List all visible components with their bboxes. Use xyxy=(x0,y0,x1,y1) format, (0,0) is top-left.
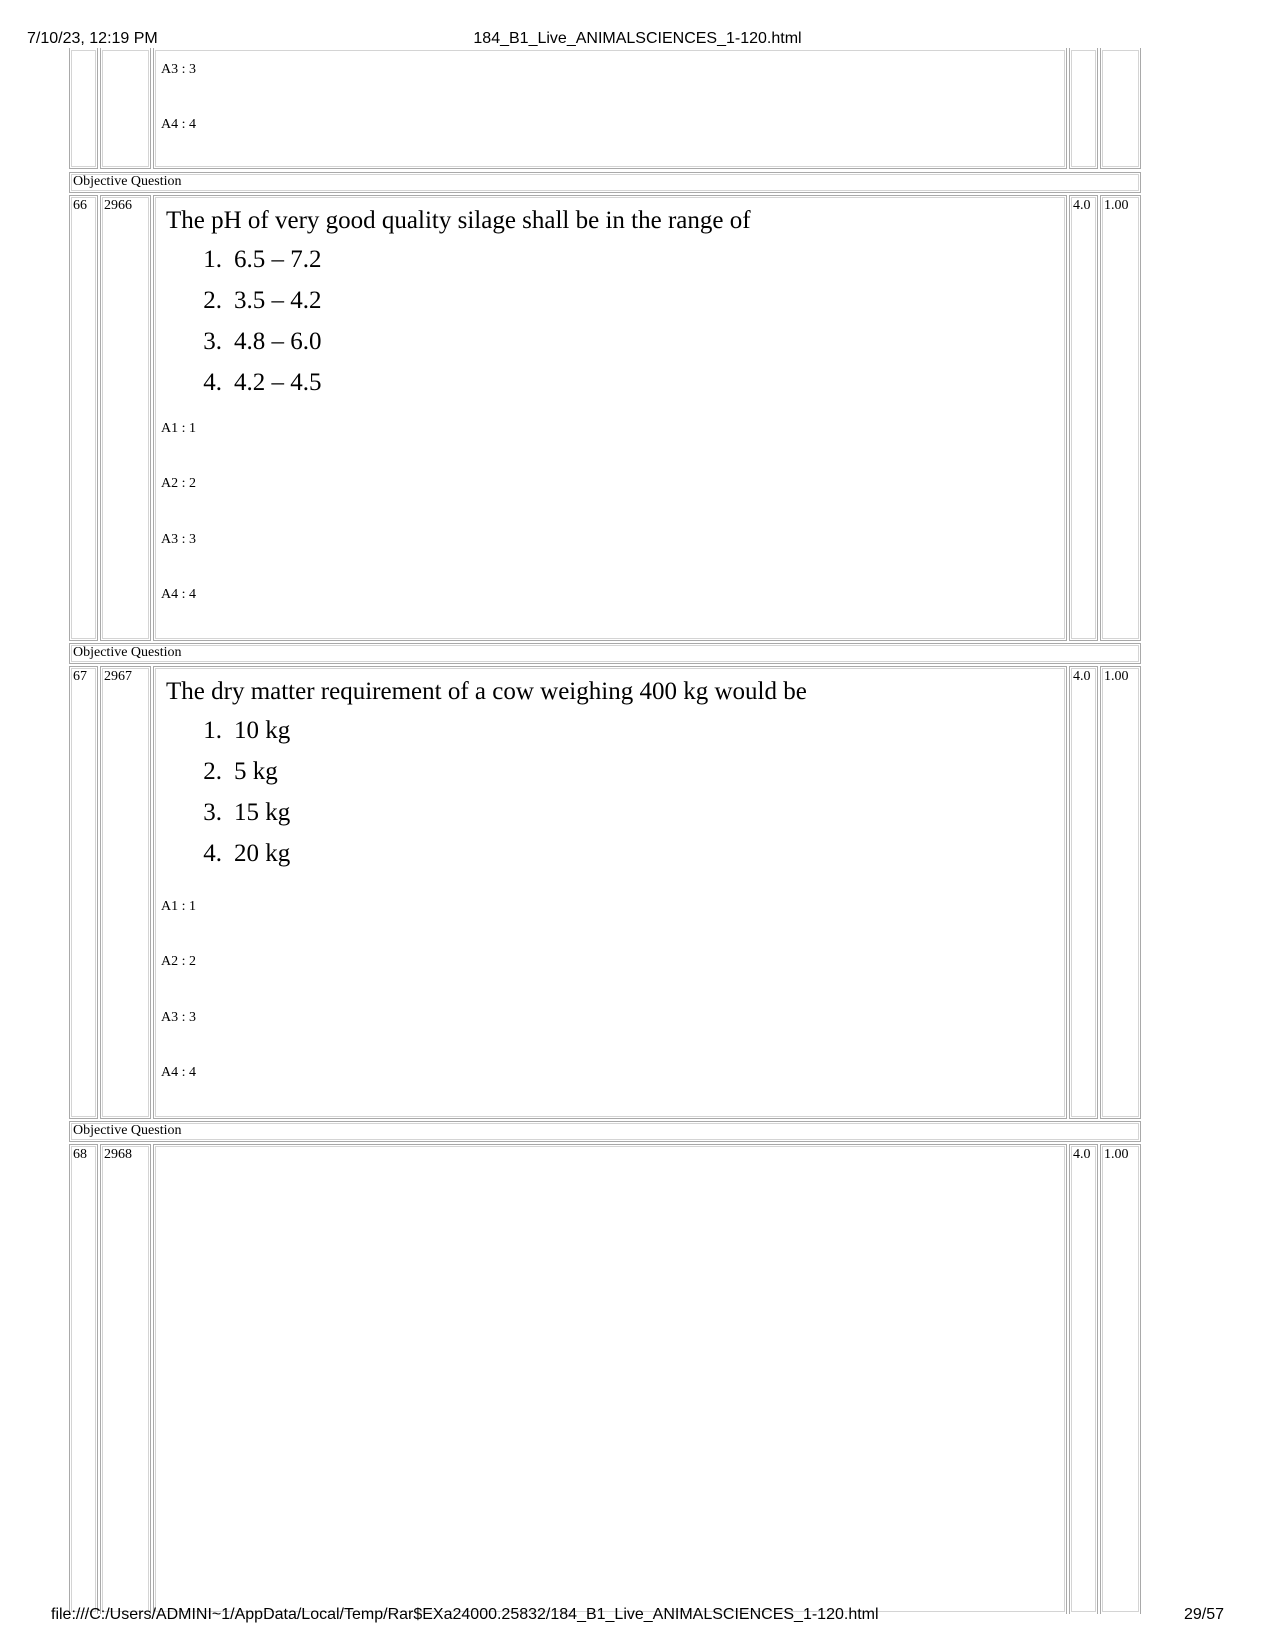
option-number: 4. xyxy=(203,840,222,867)
answer-option: A4 : 4 xyxy=(161,117,196,132)
question-negative-marks: 1.00 xyxy=(1104,669,1129,684)
option-item xyxy=(184,798,290,839)
prev-sno-cell xyxy=(69,48,98,169)
option-number: 2. xyxy=(203,287,222,314)
sno-cell xyxy=(69,666,98,1119)
option-item xyxy=(184,368,322,409)
question-options-list xyxy=(184,716,290,880)
question-marks: 4.0 xyxy=(1073,669,1091,684)
answer-option: A2 : 2 xyxy=(161,476,196,491)
answer-option: A2 : 2 xyxy=(161,954,196,969)
answer-option: A4 : 4 xyxy=(161,1065,196,1080)
section-label-row xyxy=(69,1121,1141,1142)
option-text: 15 kg xyxy=(234,799,291,826)
question-body-cell xyxy=(153,666,1067,1119)
option-text: 5 kg xyxy=(234,758,278,785)
section-label: Objective Question xyxy=(73,645,182,660)
option-item xyxy=(184,286,322,327)
prev-qid-cell xyxy=(100,48,151,169)
print-header xyxy=(0,30,1275,50)
marks-cell xyxy=(1069,1144,1098,1614)
negative-marks-cell xyxy=(1100,195,1141,641)
option-text: 4.2 – 4.5 xyxy=(234,369,322,396)
section-label: Objective Question xyxy=(73,1123,182,1138)
answer-option: A3 : 3 xyxy=(161,532,196,547)
question-body-cell xyxy=(153,1144,1067,1614)
marks-cell xyxy=(1069,666,1098,1119)
option-item xyxy=(184,716,290,757)
marks-cell xyxy=(1069,195,1098,641)
prev-marks-cell xyxy=(1069,48,1098,169)
question-id: 2967 xyxy=(104,669,132,684)
qid-cell xyxy=(100,666,151,1119)
option-number: 2. xyxy=(203,758,222,785)
section-label: Objective Question xyxy=(73,174,182,189)
print-datetime: 7/10/23, 12:19 PM xyxy=(27,30,158,47)
option-text: 4.8 – 6.0 xyxy=(234,328,322,355)
question-negative-marks: 1.00 xyxy=(1104,1147,1129,1162)
prev-neg-cell xyxy=(1100,48,1141,169)
print-footer xyxy=(0,1606,1275,1626)
question-text: The pH of very good quality silage shall be in the range of xyxy=(166,207,751,234)
qid-cell xyxy=(100,195,151,641)
option-number: 3. xyxy=(203,328,222,355)
question-text: The dry matter requirement of a cow weighing 400 kg would be xyxy=(166,678,807,705)
option-text: 20 kg xyxy=(234,840,291,867)
print-page-number: 29/57 xyxy=(1183,1606,1224,1623)
option-item xyxy=(184,757,290,798)
question-body-cell xyxy=(153,195,1067,641)
answer-option: A3 : 3 xyxy=(161,62,196,77)
option-number: 3. xyxy=(203,799,222,826)
question-id: 2968 xyxy=(104,1147,132,1162)
option-text: 10 kg xyxy=(234,717,291,744)
print-file-path: file:///C:/Users/ADMINI~1/AppData/Local/Temp/Rar$EXa24000.25832/184_B1_Live_ANIMALSCIENCES_1-120.html xyxy=(51,1606,879,1623)
option-text: 6.5 – 7.2 xyxy=(234,246,322,273)
section-label-row xyxy=(69,172,1141,193)
question-marks: 4.0 xyxy=(1073,198,1091,213)
option-text: 3.5 – 4.2 xyxy=(234,287,322,314)
negative-marks-cell xyxy=(1100,1144,1141,1614)
option-item xyxy=(184,839,290,880)
question-id: 2966 xyxy=(104,198,132,213)
option-item xyxy=(184,245,322,286)
question-table xyxy=(69,58,1205,1600)
question-negative-marks: 1.00 xyxy=(1104,198,1129,213)
prev-question-cell xyxy=(153,48,1067,169)
question-marks: 4.0 xyxy=(1073,1147,1091,1162)
negative-marks-cell xyxy=(1100,666,1141,1119)
section-label-row xyxy=(69,643,1141,664)
question-sno: 66 xyxy=(73,198,87,213)
option-item xyxy=(184,327,322,368)
sno-cell xyxy=(69,1144,98,1614)
option-number: 1. xyxy=(203,246,222,273)
option-number: 4. xyxy=(203,369,222,396)
answer-option: A4 : 4 xyxy=(161,587,196,602)
answer-option: A1 : 1 xyxy=(161,899,196,914)
qid-cell xyxy=(100,1144,151,1614)
sno-cell xyxy=(69,195,98,641)
answer-option: A3 : 3 xyxy=(161,1010,196,1025)
question-sno: 67 xyxy=(73,669,87,684)
option-number: 1. xyxy=(203,717,222,744)
answer-option: A1 : 1 xyxy=(161,421,196,436)
print-title: 184_B1_Live_ANIMALSCIENCES_1-120.html xyxy=(473,30,802,47)
question-sno: 68 xyxy=(73,1147,87,1162)
question-options-list xyxy=(184,245,322,409)
